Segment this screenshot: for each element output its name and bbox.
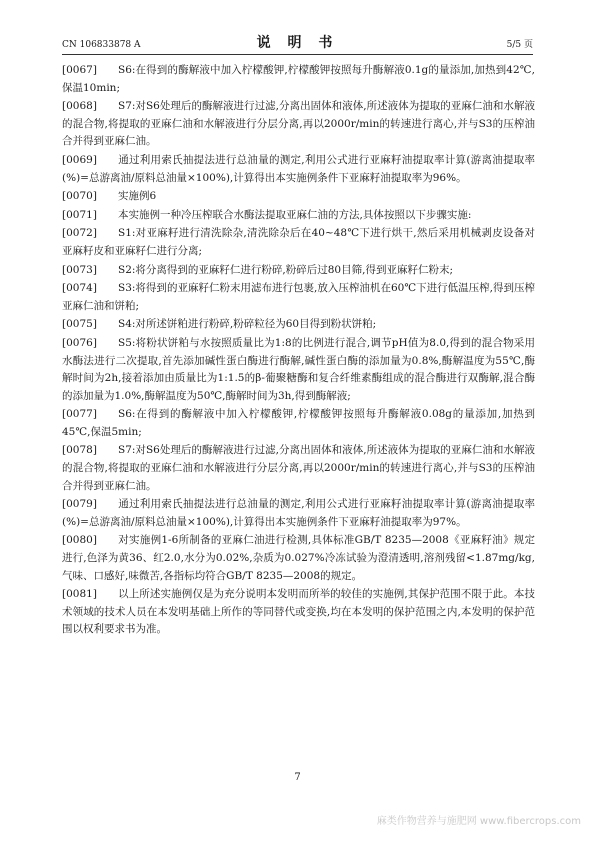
- paragraph: [62, 280, 535, 315]
- paragraph-text: 对实施例1-6所制备的亚麻仁油进行检测,具体标准GB/T 8235—2008《亚麻籽油》规定进行,色泽为黄36、红2.0,水分为0.02%,杂质为0.027%冷冻试验为澄清透明,溶剂残留<1.87mg/kg,气味、口感好,味微苦,各指标均符合GB/T 8235—2008的规定。: [62, 534, 535, 582]
- paragraph-number: [0072]: [62, 227, 97, 240]
- page-header: [62, 32, 533, 55]
- paragraph-text: 通过利用索氏抽提法进行总油量的测定,利用公式进行亚麻籽油提取率计算(游离油提取率(%)=总游离油/原料总油量×100%),计算得出本实施例条件下亚麻籽油提取率为97%。: [62, 498, 535, 528]
- paragraph-number: [0080]: [62, 534, 97, 547]
- paragraph-number: [0069]: [62, 153, 97, 166]
- paragraph: [62, 152, 535, 187]
- paragraph: [62, 316, 535, 334]
- paragraph-text: S6:在得到的酶解液中加入柠檬酸钾,柠檬酸钾按照每升酶解液0.08g的量添加,加热到45℃,保温5min;: [62, 408, 535, 438]
- page-number: 7: [294, 772, 301, 783]
- watermark: 麻类作物营养与施肥网 www.fibercrops.com: [376, 816, 581, 827]
- page-title: 说 明 书: [256, 35, 339, 51]
- paragraph-text: S1:对亚麻籽进行清洗除杂,清洗除杂后在40~48℃下进行烘干,然后采用机械剥皮设备对亚麻籽皮和亚麻籽仁进行分离;: [62, 227, 535, 257]
- paragraph-text: 实施例6: [118, 190, 157, 203]
- paragraph-text: S4:对所述饼粕进行粉碎,粉碎粒径为60目得到粉状饼粕;: [118, 318, 377, 331]
- paragraph: [62, 406, 535, 441]
- paragraph-number: [0068]: [62, 100, 97, 113]
- paragraph-number: [0067]: [62, 64, 97, 76]
- paragraph-text: 本实施例一种冷压榨联合水酶法提取亚麻仁油的方法,具体按照以下步骤实施:: [118, 208, 472, 221]
- paragraph: [62, 98, 535, 151]
- paragraph: [62, 262, 535, 280]
- paragraph-text: S3:将得到的亚麻籽仁粉末用滤布进行包裹,放入压榨油机在60℃下进行低温压榨,得到压榨亚麻仁油和饼粕;: [62, 282, 535, 312]
- paragraph-number: [0076]: [62, 336, 97, 349]
- paragraph-text: S2:将分离得到的亚麻籽仁进行粉碎,粉碎后过80目筛,得到亚麻籽仁粉末;: [118, 263, 453, 276]
- paragraph-number: [0071]: [62, 208, 97, 221]
- paragraph-text: S5:将粉状饼粕与水按照质量比为1:8的比例进行混合,调节pH值为8.0,得到的混合物采用水酶法进行二次提取,首先添加碱性蛋白酶进行酶解,碱性蛋白酶的添加量为0.8%,酶解温度为55℃,酶解时间为2h,接着添加由质量比为1:1.5的β-葡聚糖酶和复合纤维素酶组成的混合酶进行双酶解,混合酶的添加量为1.0%,酶解温度为50℃,酶解时间为3h,得到酶解液;: [62, 336, 535, 402]
- paragraph: [62, 496, 535, 531]
- document-body: [62, 62, 535, 640]
- paragraph: [62, 586, 535, 639]
- paragraph: [62, 62, 535, 97]
- paragraph: [62, 442, 535, 495]
- paragraph: [62, 225, 535, 260]
- paragraph-text: S6:在得到的酶解液中加入柠檬酸钾,柠檬酸钾按照每升酶解液0.1g的量添加,加热到42℃,保温10min;: [62, 64, 535, 94]
- paragraph-text: 以上所述实施例仅是为充分说明本发明而所举的较佳的实施例,其保护范围不限于此。本技术领域的技术人员在本发明基础上所作的等同替代或变换,均在本发明的保护范围之内,本发明的保护范围以权利要求书为准。: [62, 588, 535, 636]
- paragraph-number: [0075]: [62, 318, 97, 331]
- paragraph-number: [0078]: [62, 444, 97, 457]
- paragraph-number: [0077]: [62, 408, 97, 421]
- paragraph-number: [0073]: [62, 263, 97, 276]
- doc-number: CN 106833878 A: [62, 40, 141, 50]
- paragraph: [62, 207, 535, 225]
- paragraph: [62, 188, 535, 206]
- paragraph-text: 通过利用索氏抽提法进行总油量的测定,利用公式进行亚麻籽油提取率计算(游离油提取率(%)=总游离油/原料总油量×100%),计算得出本实施例条件下亚麻籽油提取率为96%。: [62, 153, 535, 184]
- paragraph: [62, 532, 535, 585]
- paragraph-number: [0079]: [62, 498, 97, 511]
- paragraph-number: [0081]: [62, 588, 97, 601]
- paragraph-number: [0070]: [62, 190, 97, 203]
- page-ref: 5/5 页: [506, 40, 533, 50]
- paragraph-text: S7:对S6处理后的酶解液进行过滤,分离出固体和液体,所述液体为提取的亚麻仁油和水解液的混合物,将提取的亚麻仁油和水解液进行分层分离,再以2000r/min的转速进行离心,并与S3的压榨油合并得到亚麻仁油。: [62, 444, 535, 492]
- paragraph-text: S7:对S6处理后的酶解液进行过滤,分离出固体和液体,所述液体为提取的亚麻仁油和水解液的混合物,将提取的亚麻仁油和水解液进行分层分离,再以2000r/min的转速进行离心,并与S3的压榨油合并得到亚麻仁油。: [62, 100, 535, 148]
- paragraph-number: [0074]: [62, 282, 97, 295]
- paragraph: [62, 335, 535, 405]
